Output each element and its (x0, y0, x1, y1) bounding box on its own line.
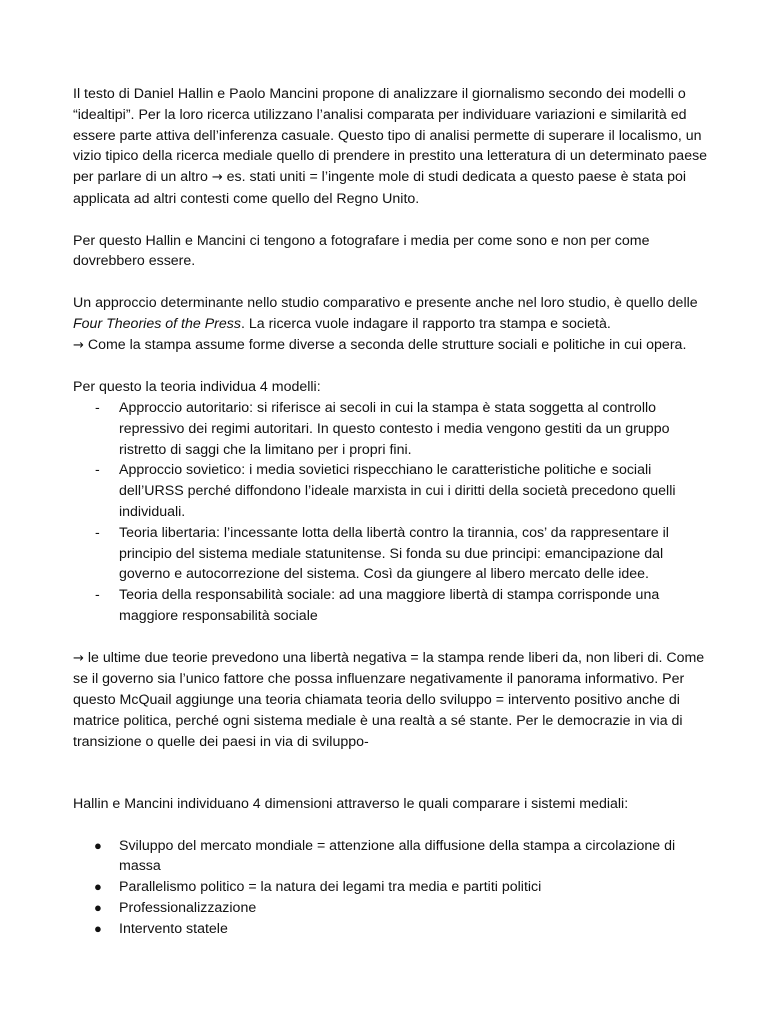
bullet-icon: ● (94, 837, 102, 853)
list-item: - Teoria libertaria: l’incessante lotta della libertà contro la tirannia, cos’ da rappresentare il principio del sistema mediale statunitense. Si fonda su due principi: emancipazione dal governo e autocorrezione del sistema. Così da giungere al libero mercato delle idee. (73, 523, 713, 585)
models-list (73, 398, 713, 627)
list-item: ● Intervento statele (73, 919, 713, 940)
dimensions-list (73, 836, 713, 940)
bullet-icon: ● (94, 879, 102, 895)
bullet-icon: ● (94, 920, 102, 936)
list-item: - Approccio autoritario: si riferisce ai secoli in cui la stampa è stata soggetta al controllo repressivo dei regimi autoritari. In questo contesto i media vengono gestiti da un gruppo ristretto di saggi che la limitano per i propri fini. (73, 398, 713, 460)
list-item: ● Professionalizzazione (73, 898, 713, 919)
list-item: ● Sviluppo del mercato mondiale = attenzione alla diffusione della stampa a circolazione di massa (94, 837, 676, 875)
list-item: ● Parallelismo politico = la natura dei legami tra media e partiti politici (73, 877, 713, 898)
arrow-icon: → (73, 650, 84, 666)
intro-paragraph: Il testo di Daniel Hallin e Paolo Mancini propone di analizzare il giornalismo secondo dei modelli o “idealtipi”. Per la loro ricerca utilizzano l’analisi comparata per individuare variazioni e similarità ed essere parte attiva dell’inferenza casuale. Questo tipo di analisi permette di superare il localismo, un vizio tipico della ricerca mediale quello di prendere in prestito una letteratura di un determinato paese per parlare di un altro → es. stati uniti = l’ingente mole di studi dedicata a questo paese è stata poi applicata ad altri contesti come quello del Regno Unito. (73, 86, 708, 207)
list-item: - Approccio sovietico: i media sovietici rispecchiano le caratteristiche politiche e sociali dell’URSS perché diffondono l’ideale marxista in cui i diritti della società precedono quelli individuali. (73, 460, 713, 522)
bullet-icon: ● (94, 900, 102, 916)
document-page (73, 84, 713, 940)
paragraph-four-theories: Un approccio determinante nello studio comparativo e presente anche nel loro studio, è quello delle Four Theories of the Press. La ricerca vuole indagare il rapporto tra stampa e società. (73, 294, 698, 332)
paragraph-negative-freedom: → le ultime due teorie prevedono una libertà negativa = la stampa rende liberi da, non liberi di. Come se il governo sia l’unico fattore che possa influenzare negativamente il panorama informativo. Per questo McQuail aggiunge una teoria chiamata teoria dello sviluppo = intervento positivo anche di matrice politica, perché ogni sistema mediale è una realtà a sé stante. Per le democrazie in via di transizione o quelle dei paesi in via di sviluppo- (73, 649, 705, 750)
arrow-line: → Come la stampa assume forme diverse a seconda delle strutture sociali e politiche in cui opera. (73, 336, 687, 353)
arrow-icon: → (73, 337, 84, 353)
dimensions-heading: Hallin e Mancini individuano 4 dimensioni attraverso le quali comparare i sistemi mediali: (73, 796, 629, 813)
book-title: Four Theories of the Press (73, 315, 241, 332)
models-heading: Per questo la teoria individua 4 modelli: (73, 379, 321, 396)
arrow-icon: → (211, 170, 223, 186)
list-item: - Teoria della responsabilità sociale: ad una maggiore libertà di stampa corrisponde una maggiore responsabilità sociale (73, 585, 713, 627)
paragraph-hallin-mancini: Per questo Hallin e Mancini ci tengono a fotografare i media per come sono e non per come dovrebbero essere. (73, 232, 650, 270)
